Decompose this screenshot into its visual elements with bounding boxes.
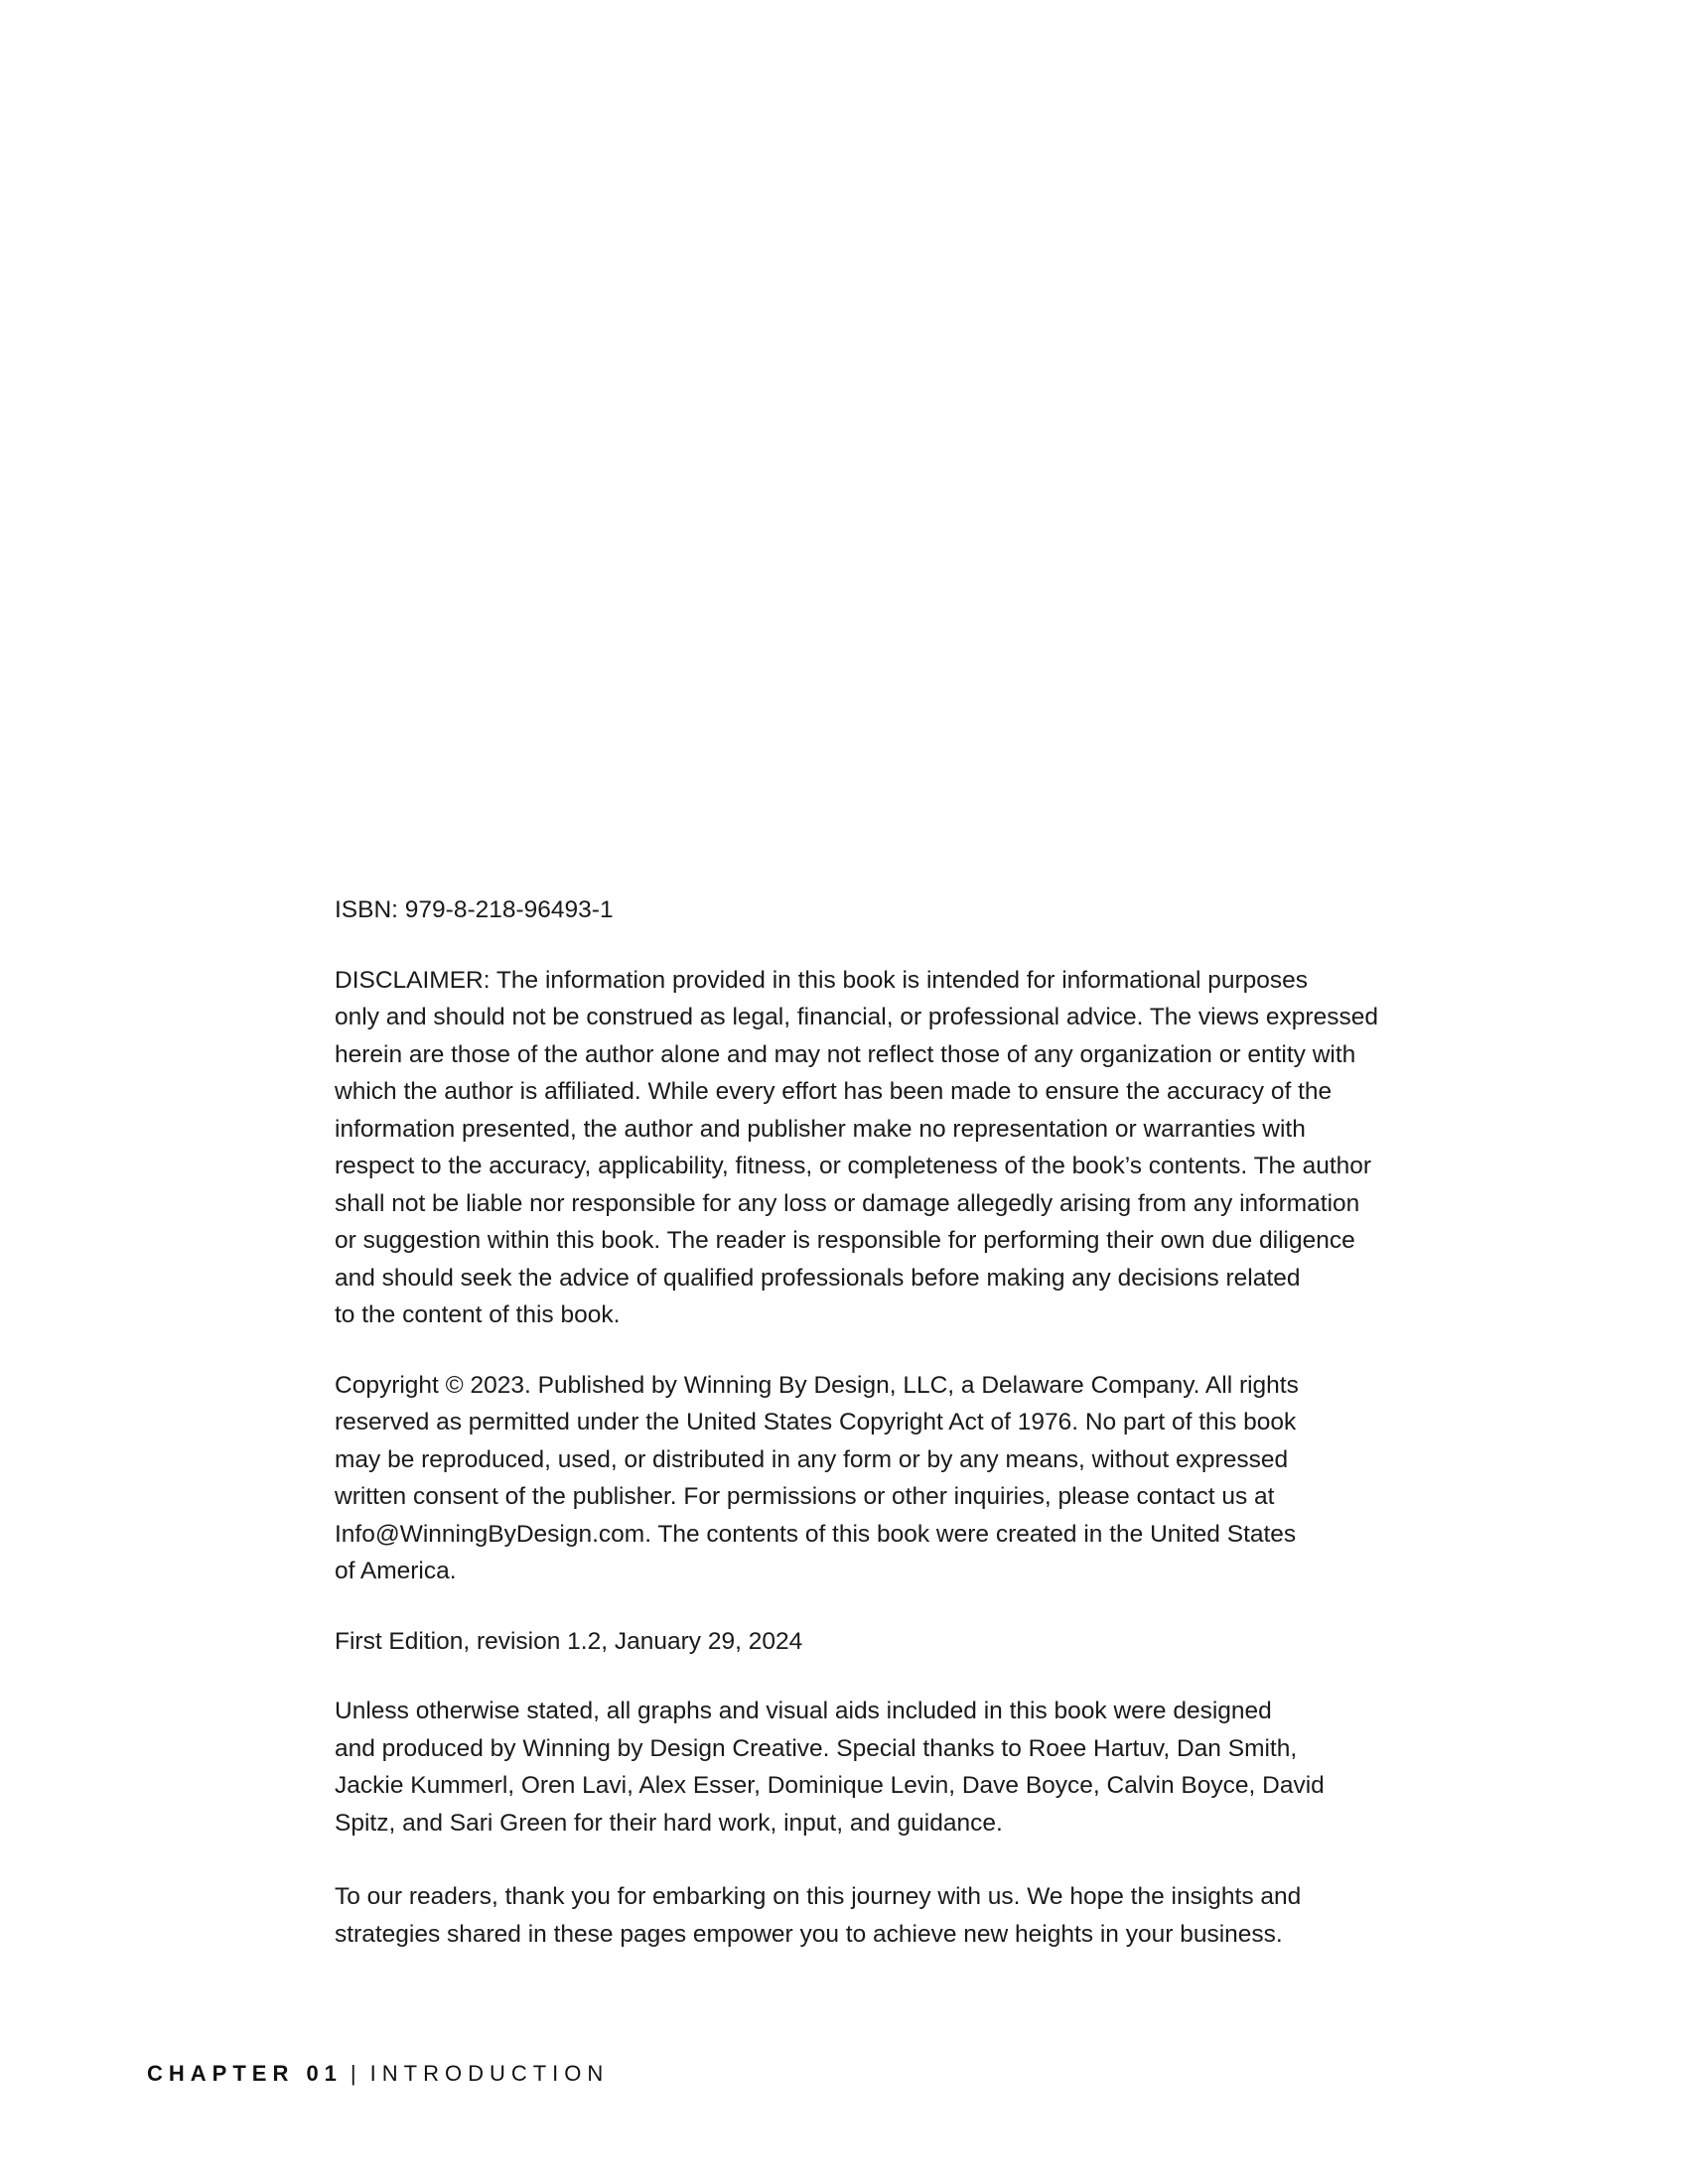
disclaimer-paragraph: DISCLAIMER: The information provided in this book is intended for informational purposes only and should not be construed as legal, financial, or professional advice. The views expressed herein are those of the author alone and may not reflect those of any organization or entity with which the author is affiliated. While every effort has been made to ensure the accuracy of the information presented, the author and publisher make no representation or warranties with respect to the accuracy, applicability, fitness, or completeness of the book’s contents. The author shall not be liable nor responsible for any loss or damage allegedly arising from any information or suggestion within this book. The reader is responsible for performing their own due diligence and should seek the advice of qualified professionals before making any decisions related to the content of this book. [335,966,1378,1328]
credits-paragraph: Unless otherwise stated, all graphs and visual aids included in this book were designed and produced by Winning by Design Creative. Special thanks to Roee Hartuv, Dan Smith, Jackie Kummerl, Oren Lavi, Alex Esser, Dominique Levin, Dave Boyce, Calvin Boyce, David Spitz, and Sari Green for their hard work, input, and guidance. [335,1698,1325,1837]
running-footer [147,2061,609,2087]
footer-separator: | [350,2061,362,2086]
isbn-line: ISBN: 979-8-218-96493-1 [335,896,614,923]
footer-section: INTRODUCTION [369,2061,610,2086]
thanks-paragraph: To our readers, thank you for embarking on this journey with us. We hope the insights and strategies shared in these pages empower you to achieve new heights in your business. [335,1883,1302,1948]
copyright-paragraph: Copyright © 2023. Published by Winning By Design, LLC, a Delaware Company. All rights reserved as permitted under the United States Copyright Act of 1976. No part of this book may be reproduced, used, or distributed in any form or by any means, without expressed written consent of the publisher. For permissions or other inquiries, please contact us at Info@WinningByDesign.com. The contents of this book were created in the United States of America. [335,1371,1299,1584]
edition-line: First Edition, revision 1.2, January 29, 2024 [335,1627,803,1655]
copyright-page-body [335,891,1387,1953]
footer-chapter: CHAPTER 01 [147,2061,343,2086]
